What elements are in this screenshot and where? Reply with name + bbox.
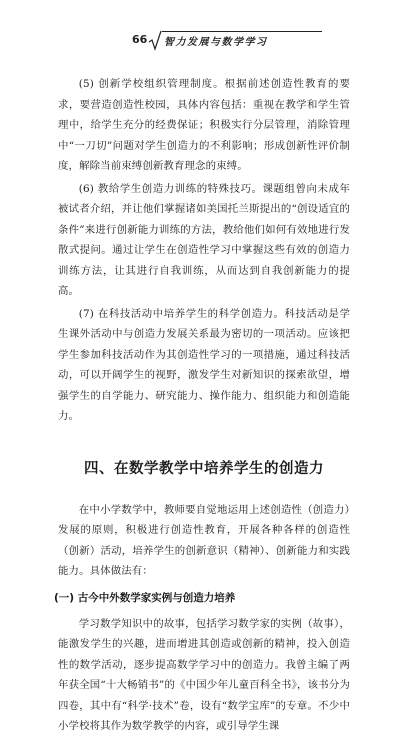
section-title: 四、在数学教学中培养学生的创造力 — [84, 460, 324, 477]
radical-sign-icon — [148, 30, 162, 50]
section-intro-paragraph: 在中小学数学中，教师要自觉地运用上述创造性（创造力）发展的原则，积极进行创造性教育，开展各种各样的创造性（创新）活动，培养学生的创新意识（精神）、创新能力和实践能力。具体做法有： — [58, 503, 350, 577]
paragraph-item-5: (5) 创新学校组织管理制度。根据前述创造性教育的要求，要营造创造性校园，具体内容包括：重视在教学和学生管理中，给学生充分的经费保证；积极实行分层管理，消除管理中“一刀切”问题对学生创造力的不利影响；形成创新性评价制度，解除当前束缚创新教育理念的束缚。 — [58, 78, 350, 172]
subsection-title: (一) 古今中外数学家实例与创造力培养 — [54, 591, 236, 604]
header-title: 智力发展与数学学习 — [164, 37, 268, 48]
page-content — [54, 74, 350, 739]
running-header — [60, 30, 360, 52]
subsection-paragraph: 学习数学知识中的故事，包括学习数学家的实例（故事），能激发学生的兴趣，进而增进其创造或创新的精神，投入创造性的数学活动，逐步提高数学学习中的创造力。我曾主编了两年获全国“十大畅销书”的《中国少年儿童百科全书》，该书分为四卷，其中有“科学·技术”卷，设有“数学宝库”的专章。不少中小学校将其作为数学教学的内容，或引导学生课 — [58, 617, 350, 732]
paragraph-item-7: (7) 在科技活动中培养学生的科学创造力。科技活动是学生课外活动中与创造力发展关系最为密切的一项活动。应该把学生参加科技活动作为其创造性学习的一项措施，通过科技活动，可以开阔学生的视野，激发学生对新知识的探索欲望，增强学生的自学能力、研究能力、操作能力、组织能力和创造能力。 — [58, 307, 350, 422]
paragraph-item-6: (6) 教给学生创造力训练的特殊技巧。课题组曾向未成年被试者介绍，并让他们掌握诸如美国托兰斯提出的“创设适宜的条件”来进行创新能力训练的方法，教给他们如何有效地进行发散式提问。通过让学生在创造性学习中掌握这些有效的创造力训练方法，让其进行自我训练，从而达到自我创新能力的提高。 — [58, 182, 350, 297]
page-number: 66 — [132, 33, 148, 46]
header-rule — [162, 31, 322, 32]
